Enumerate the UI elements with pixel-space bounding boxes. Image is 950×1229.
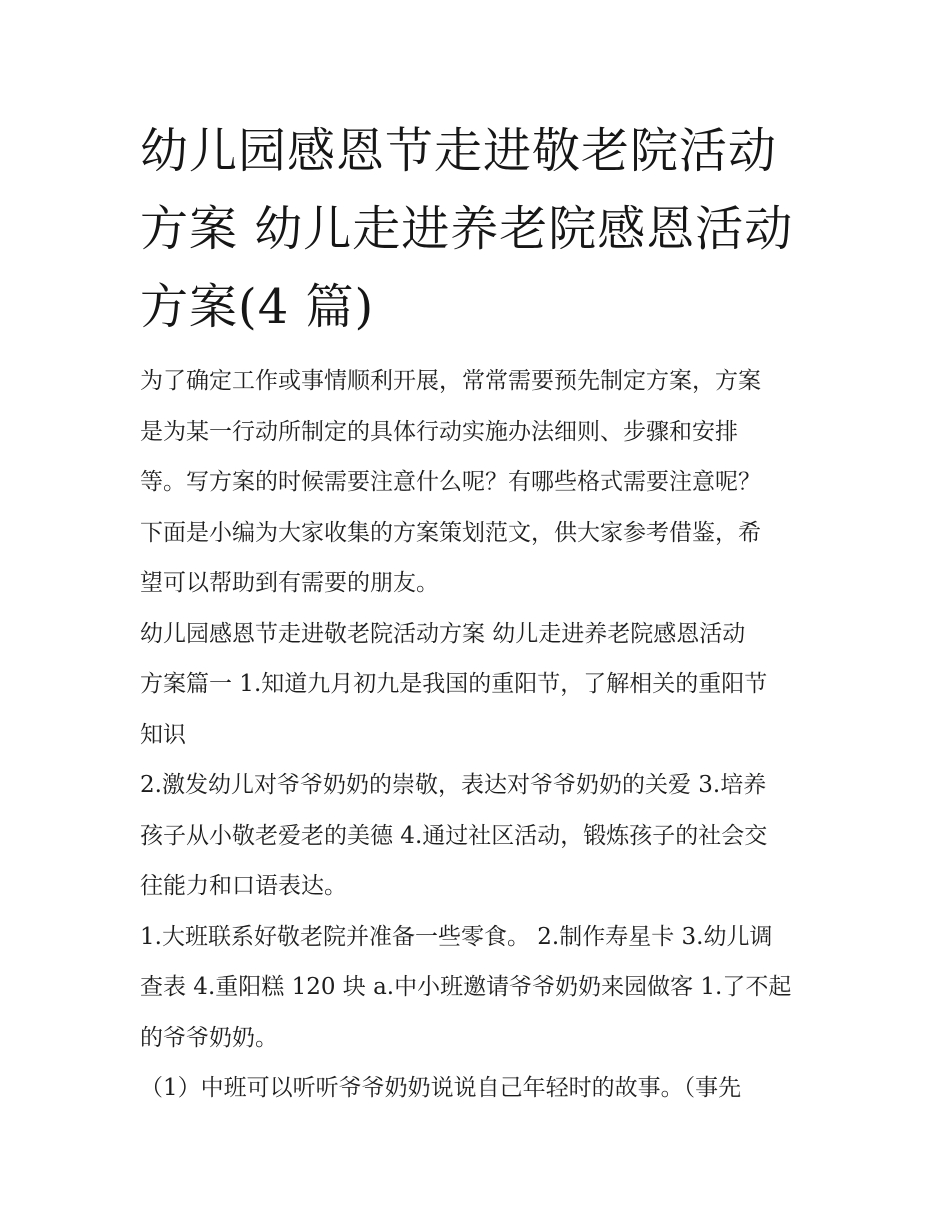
paragraph-goals [140, 760, 830, 912]
title-line: 方案(4 篇) [140, 279, 375, 335]
text-line: 等。写方案的时候需要注意什么呢？有哪些格式需要注意呢？ [140, 469, 761, 495]
title-line: 幼儿园感恩节走进敬老院活动 [140, 123, 778, 179]
paragraph-section-one [140, 609, 830, 761]
paragraph-intro [140, 356, 830, 609]
text-line: 下面是小编为大家收集的方案策划范文，供大家参考借鉴，希 [140, 519, 761, 546]
text-line: 方案篇一 1.知道九月初九是我国的重阳节，了解相关的重阳节 [140, 671, 768, 697]
text-line: 2.激发幼儿对爷爷奶奶的崇敬，表达对爷爷奶奶的关爱 3.培养 [140, 772, 767, 798]
text-line: 知识 [140, 721, 186, 748]
paragraph-activity [140, 1063, 830, 1114]
text-line: 孩子从小敬老爱老的美德 4.通过社区活动，锻炼孩子的社会交 [140, 822, 768, 849]
document-body [140, 356, 830, 1114]
text-line: 往能力和口语表达。 [140, 873, 347, 899]
paragraph-preparation [140, 912, 830, 1064]
text-line: （1）中班可以听听爷爷奶奶说说自己年轻时的故事。（事先 [140, 1075, 742, 1101]
document-title [140, 112, 820, 346]
text-line: 是为某一行动所制定的具体行动实施办法细则、步骤和安排 [140, 418, 738, 445]
text-line: 幼儿园感恩节走进敬老院活动方案 幼儿走进养老院感恩活动 [140, 620, 746, 647]
text-line: 为了确定工作或事情顺利开展，常常需要预先制定方案，方案 [140, 368, 761, 394]
text-line: 的爷爷奶奶。 [140, 1024, 278, 1051]
text-line: 查表 4.重阳糕 120 块 a.中小班邀请爷爷奶奶来园做客 1.了不起 [140, 974, 792, 1000]
text-line: 望可以帮助到有需要的朋友。 [140, 570, 439, 596]
text-line: 1.大班联系好敬老院并准备一些零食。 2.制作寿星卡 3.幼儿调 [140, 923, 773, 950]
title-line: 方案 幼儿走进养老院感恩活动 [140, 201, 794, 257]
